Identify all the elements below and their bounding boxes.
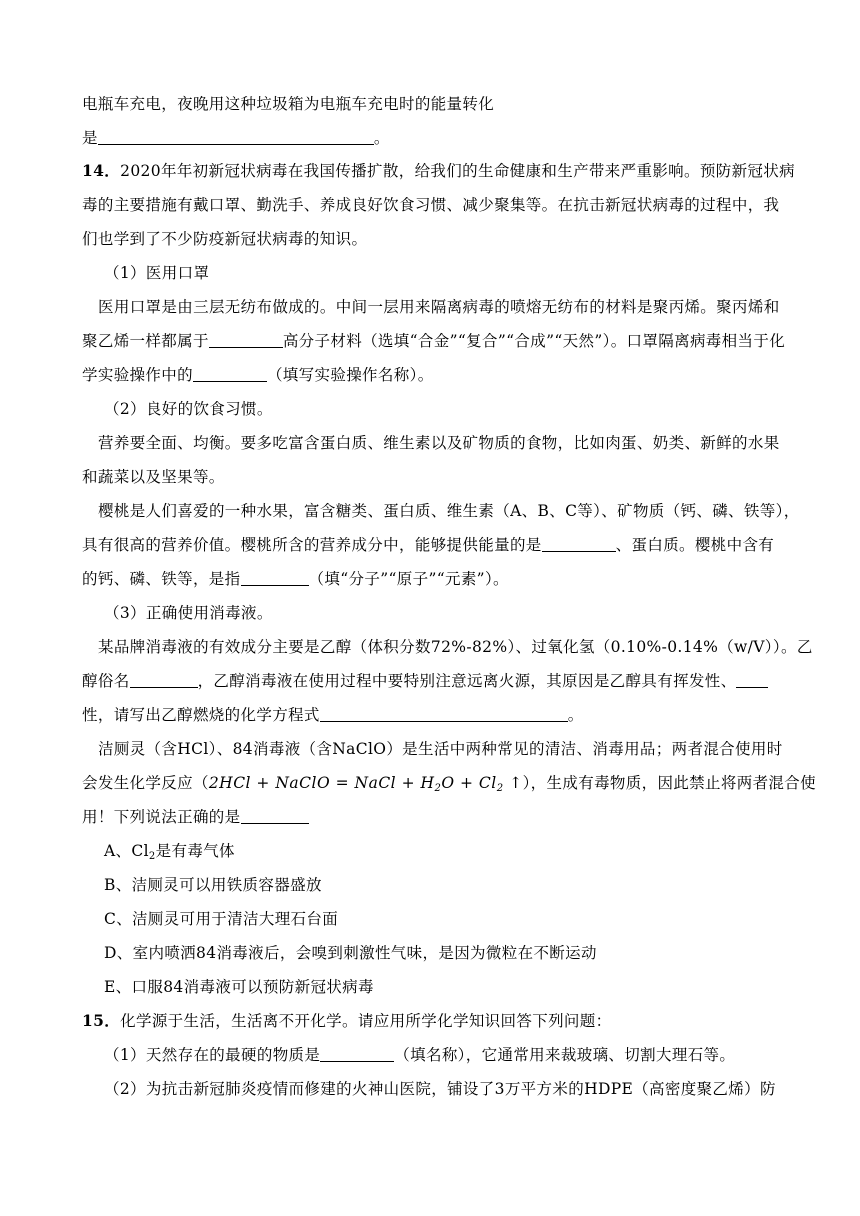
question-14-line-1	[82, 161, 795, 181]
text: 2020年年初新冠状病毒在我国传播扩散，给我们的生命健康和生产带来严重影响。预防新冠状病	[120, 162, 795, 180]
answer-blank[interactable]	[241, 809, 309, 824]
text: （2）良好的饮食习惯。	[104, 400, 273, 418]
paragraph-line	[82, 671, 782, 691]
equation-arrow: ↑	[509, 774, 523, 792]
equation-subscript: 2	[434, 783, 442, 794]
subquestion-line	[104, 1045, 804, 1065]
paragraph-line	[82, 365, 782, 385]
text: 会发生化学反应（	[82, 774, 209, 792]
text: B、洁厕灵可以用铁质容器盛放	[104, 876, 322, 894]
text: 醇俗名	[82, 672, 130, 690]
subscript: 2	[148, 851, 156, 862]
paragraph-line	[98, 637, 813, 657]
paragraph-line	[82, 535, 782, 555]
equation-subscript: 2	[496, 783, 504, 794]
text-line	[82, 94, 782, 114]
question-14-line-3	[82, 229, 782, 249]
question-14-line-2	[82, 195, 782, 215]
text: E、口服84消毒液可以预防新冠状病毒	[104, 978, 374, 996]
paragraph-line	[98, 501, 798, 521]
paragraph-line	[82, 569, 782, 589]
text: 某品牌消毒液的有效成分主要是乙醇（体积分数72%-82%）、过氧化氢（0.10%-0.14%（w/V））。乙	[98, 638, 813, 656]
text: 医用口罩是由三层无纺布做成的。中间一层用来隔离病毒的喷熔无纺布的材料是聚丙烯。聚丙烯和	[98, 298, 780, 316]
paragraph-line	[98, 739, 798, 759]
text: （1）天然存在的最硬的物质是	[104, 1046, 321, 1064]
text: 高分子材料（选填“合金”“复合”“合成”“天然”）。口罩隔离病毒相当于化	[282, 332, 786, 350]
text: ），生成有毒物质，因此禁止将两者混合使	[522, 774, 816, 792]
text: 洁厕灵（含HCl）、84消毒液（含NaClO）是生活中两种常见的清洁、消毒用品；两者混合使用时	[98, 740, 783, 758]
answer-blank[interactable]	[209, 333, 283, 348]
question-15-line-1	[82, 1011, 782, 1031]
equation-part: O + Cl	[441, 774, 497, 792]
text: 的钙、磷、铁等，是指	[82, 570, 241, 588]
text: 学实验操作中的	[82, 366, 193, 384]
option-d	[104, 943, 804, 963]
answer-blank[interactable]	[130, 673, 198, 688]
text: 。	[567, 706, 584, 724]
paragraph-line	[82, 331, 786, 351]
text: 营养要全面、均衡。要多吃富含蛋白质、维生素以及矿物质的食物，比如肉蛋、奶类、新鲜的水果	[98, 434, 780, 452]
text: （填名称），它通常用来裁玻璃、切割大理石等。	[394, 1046, 736, 1064]
text: （填写实验操作名称）。	[266, 366, 434, 384]
answer-blank[interactable]	[320, 1047, 394, 1062]
paragraph-line	[82, 467, 782, 487]
text: （填“分子”“原子”“元素”）。	[308, 570, 509, 588]
text: 聚乙烯一样都属于	[82, 332, 209, 350]
text: 。	[373, 129, 390, 147]
option-e	[104, 977, 804, 997]
question-number: 14．	[82, 161, 121, 180]
option-c	[104, 909, 804, 929]
subsection-title	[104, 603, 804, 623]
option-b	[104, 875, 804, 895]
paragraph-line	[82, 807, 782, 827]
text: （1）医用口罩	[104, 264, 210, 282]
paragraph-line	[82, 773, 816, 799]
text: 化学源于生活，生活离不开化学。请应用所学化学知识回答下列问题：	[120, 1012, 612, 1030]
chemical-equation	[209, 774, 523, 792]
text: 电瓶车充电，夜晚用这种垃圾箱为电瓶车充电时的能量转化	[82, 95, 495, 113]
text: 樱桃是人们喜爱的一种水果，富含糖类、蛋白质、维生素（A、B、C等）、矿物质（钙、磷、铁等），	[98, 502, 800, 520]
text: C、洁厕灵可用于清洁大理石台面	[104, 910, 339, 928]
answer-blank[interactable]	[542, 537, 616, 552]
text: ，乙醇消毒液在使用过程中要特别注意远离火源，其原因是乙醇具有挥发性、	[197, 672, 737, 690]
text: 和蔬菜以及坚果等。	[82, 468, 225, 486]
subsection-title	[104, 263, 804, 283]
text: 性，请写出乙醇燃烧的化学方程式	[82, 706, 320, 724]
option-a	[104, 841, 804, 867]
answer-blank[interactable]	[241, 571, 309, 586]
text: A、Cl	[104, 842, 149, 860]
paragraph-line	[82, 705, 782, 725]
answer-line	[82, 128, 782, 148]
subsection-title	[104, 399, 804, 419]
text: （3）正确使用消毒液。	[104, 604, 273, 622]
answer-blank[interactable]	[98, 130, 374, 145]
text: 具有很高的营养价值。樱桃所含的营养成分中，能够提供能量的是	[82, 536, 542, 554]
text: 用！下列说法正确的是	[82, 808, 241, 826]
paragraph-line	[98, 433, 798, 453]
text: 们也学到了不少防疫新冠状病毒的知识。	[82, 230, 368, 248]
text: （2）为抗击新冠肺炎疫情而修建的火神山医院，铺设了3万平方米的HDPE（高密度聚乙烯）防	[104, 1080, 776, 1098]
answer-blank[interactable]	[320, 707, 568, 722]
answer-blank[interactable]	[736, 673, 768, 688]
equation-part: 2HCl + NaClO = NaCl + H	[208, 774, 435, 792]
text: 是有毒气体	[155, 842, 235, 860]
text: 毒的主要措施有戴口罩、勤洗手、养成良好饮食习惯、减少聚集等。在抗击新冠状病毒的过程中，我	[82, 196, 780, 214]
answer-blank[interactable]	[193, 367, 267, 382]
text: 、蛋白质。樱桃中含有	[615, 536, 775, 554]
question-number: 15．	[82, 1011, 121, 1030]
text: 是	[82, 129, 98, 147]
paragraph-line	[98, 297, 798, 317]
subquestion-line	[104, 1079, 804, 1099]
text: D、室内喷洒84消毒液后，会嗅到刺激性气味，是因为微粒在不断运动	[104, 944, 597, 962]
